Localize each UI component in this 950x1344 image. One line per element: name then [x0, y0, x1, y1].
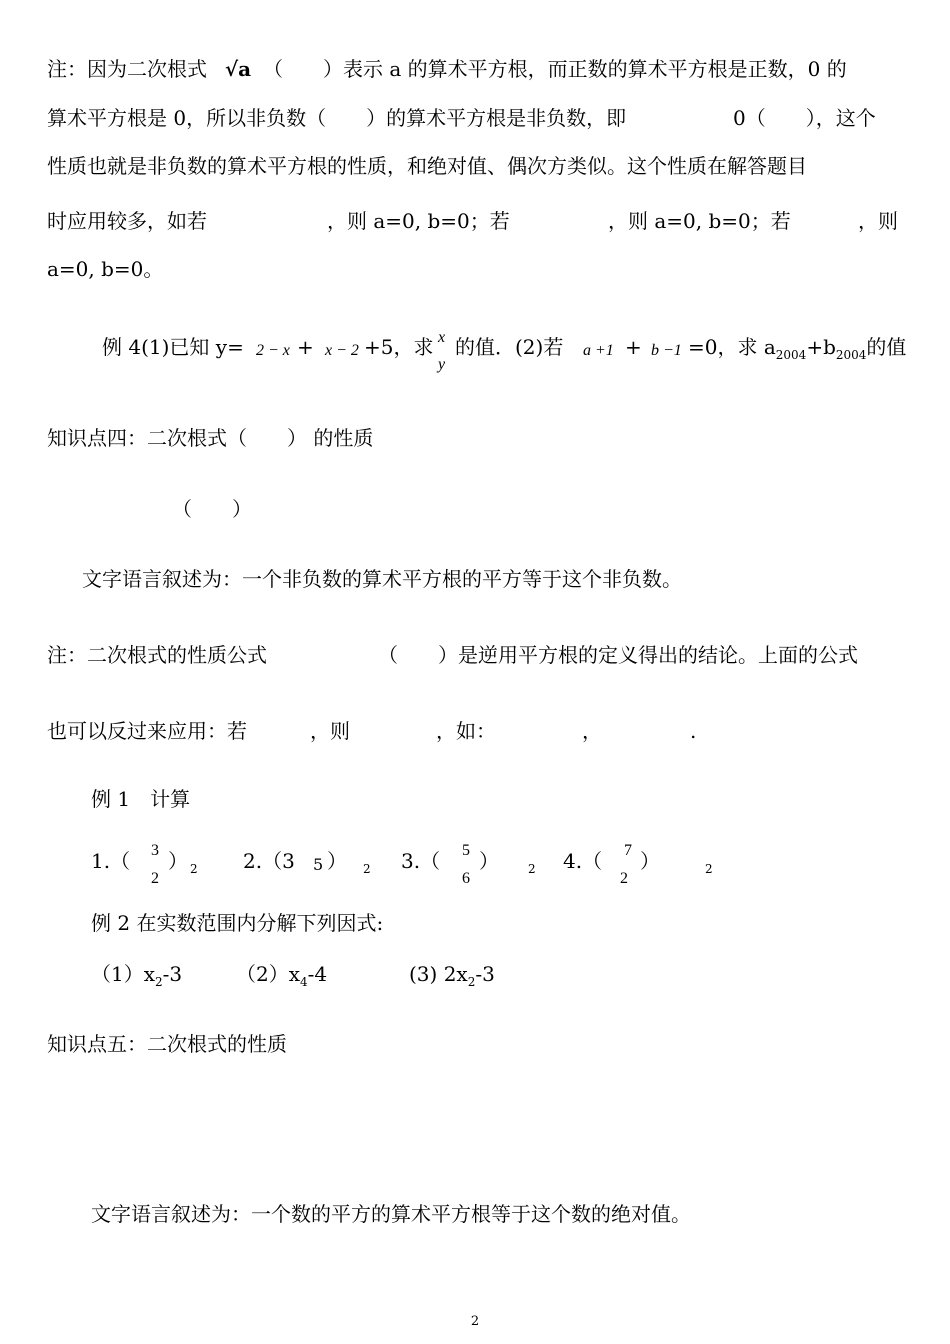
note2-line2-text-c: ，如： [436, 719, 496, 743]
note2-line1-text-b: （ ）是逆用平方根的定义得出的结论。上面的公式 [378, 643, 858, 667]
note1-line1-text-b: （ ）表示 a 的算术平方根，而正数的算术平方根是正数，0 的 [263, 57, 847, 81]
example1-items-line [0, 842, 713, 887]
kp4-description: 文字语言叙述为：一个非负数的算术平方根的平方等于这个非负数。 [82, 567, 682, 591]
example4-text-3: 的值．(2)若 [455, 335, 564, 359]
note1-line4-text-b: ，则 a=0, b=0；若 [327, 209, 510, 233]
note2-line2-text-b: ，则 [310, 719, 350, 743]
ex1-item1-numerator: 3 [151, 842, 159, 859]
note1-line3-text: 性质也就是非负数的算术平方根的性质，和绝对值、偶次方类似。这个性质在解答题目 [47, 154, 807, 178]
note1-line1-text-a: 注：因为二次根式 [47, 57, 207, 81]
ex2-item3: (3) $2x_2-3$ [409, 962, 495, 989]
radicand-x-minus-2: x − 2 [325, 342, 359, 359]
ex1-item1-exponent: 2 [190, 862, 198, 876]
ex1-item3-numerator: 5 [462, 842, 470, 859]
plus-sign-2: + [625, 335, 642, 359]
note2-line2-text-a: 也可以反过来应用：若 [47, 719, 247, 743]
sqrt-a-symbol: √a [225, 57, 252, 81]
ex1-item4-close: ） [640, 849, 660, 873]
ex1-item1-label: 1.（ [91, 849, 131, 873]
kp4-formula-paren: （ ） [172, 497, 252, 521]
ex2-item2: $(2)x_4-4$ [236, 962, 328, 989]
ex1-item3-label: 3.（ [401, 849, 441, 873]
example4-text-2: +5，求 [364, 335, 434, 359]
plus-sign-1: + [297, 335, 314, 359]
example4-text-4: =0，求 $a_{2004}+b_{2004}$的值 [688, 335, 907, 362]
example1-title: 例 1 计算 [91, 787, 191, 811]
ex2-item1: $(1)x_2-3$ [91, 962, 183, 989]
note1-line2-text-a: 算术平方根是 0，所以非负数（ ）的算术平方根是非负数，即 [47, 106, 627, 130]
note2-line2-text-e: . [690, 719, 697, 743]
ex1-item4-denominator: 2 [620, 870, 628, 887]
note1-line4-text-c: ，则 a=0, b=0；若 [608, 209, 791, 233]
ex1-item1-close: ） [168, 849, 188, 873]
ex1-item3-denominator: 6 [462, 870, 470, 887]
example2-title: 例 2 在实数范围内分解下列因式: [91, 911, 384, 935]
example4-text-1: 例 4(1)已知 y= [102, 335, 244, 359]
ex1-item1-denominator: 2 [151, 870, 159, 887]
fraction-denominator-y: y [438, 356, 446, 373]
note1-line2-text-b: 0（ ），这个 [733, 106, 876, 130]
ex1-item4-numerator: 7 [624, 842, 632, 859]
fraction-numerator-x: x [438, 329, 446, 346]
ex1-item2-radicand: 5 [313, 855, 324, 874]
exponent-2004-b: 2004 [835, 348, 867, 362]
ex1-item2-close: ） [327, 849, 347, 873]
note1-line4-text-d: ，则 [858, 209, 898, 233]
kp4-title: 知识点四：二次根式（ ） 的性质 [47, 426, 374, 450]
radicand-b-minus-1: b −1 [651, 342, 682, 359]
kp5-title: 知识点五：二次根式的性质 [47, 1032, 287, 1056]
ex1-item4-exponent: 2 [705, 862, 713, 876]
note1-line4-text-a: 时应用较多，如若 [47, 209, 207, 233]
note1-line5-text: a=0, b=0。 [47, 257, 164, 281]
radicand-2-minus-x: 2 − x [256, 342, 290, 359]
ex1-item2-label: 2.（3 [243, 849, 295, 873]
note2-line1-text-a: 注：二次根式的性质公式 [47, 643, 267, 667]
ex1-item2-exponent: 2 [363, 862, 371, 876]
page-number: 2 [470, 1314, 480, 1329]
radicand-a-plus-1: a +1 [583, 342, 614, 359]
note2-line2-text-d: ， [582, 719, 602, 743]
ex1-item4-label: 4.（ [563, 849, 603, 873]
ex1-item3-exponent: 2 [528, 862, 536, 876]
kp5-description: 文字语言叙述为：一个数的平方的算术平方根等于这个数的绝对值。 [91, 1202, 691, 1226]
ex1-item3-close: ） [479, 849, 499, 873]
exponent-2004-a: 2004 [775, 348, 807, 362]
